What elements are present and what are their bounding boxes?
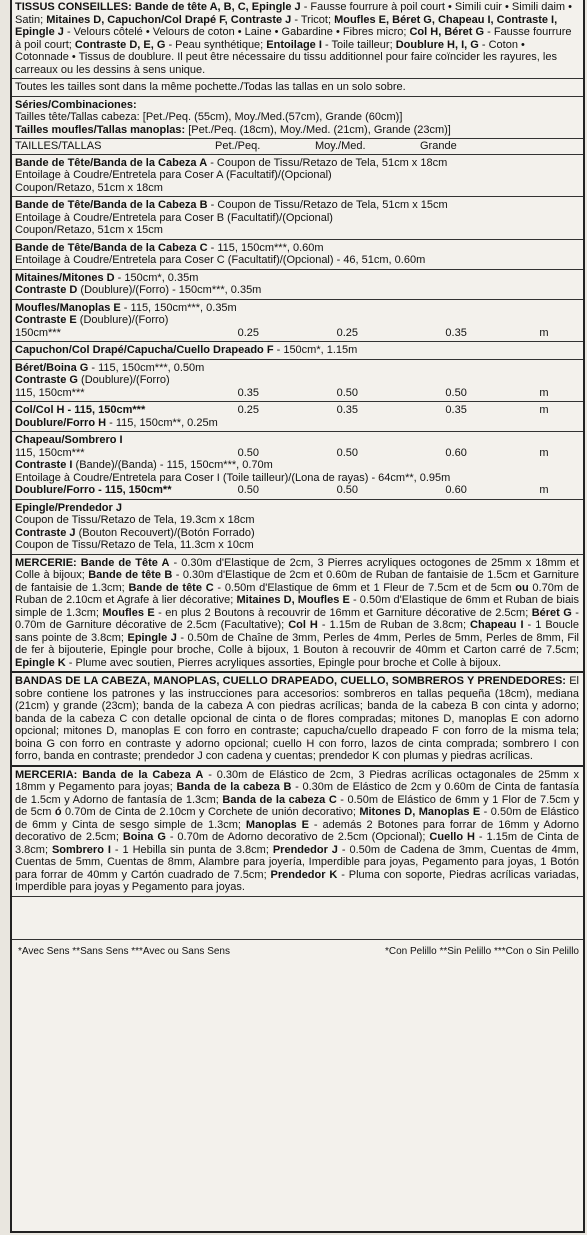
item-e (12, 300, 583, 343)
text-run: - Toile tailleur; (321, 38, 396, 51)
text-run: Col H, Béret G (409, 26, 485, 38)
item-c (12, 240, 583, 270)
item-f-title: Capuchon/Col Drapé/Capucha/Cuello Drapeado F (15, 344, 274, 356)
text-run: - 0.50m de Chaîne de 3mm, Perles de 4mm, Perles de 5mm, Perles de 8mm, Fil de fer à bijouterie, Epingle pour broche, Colle à bijoux, 1 Bouton à recouvrir de 40mm et Carton carré de 7.5cm; (15, 631, 579, 656)
text-run: - además 2 Botones para forrar de 16mm y Adorno decorativo de 2.5cm; (15, 818, 580, 843)
item-e-row-medium: 0.25 (336, 326, 358, 339)
item-h-row-small: 0.25 (237, 404, 260, 416)
item-e-rest: - 115, 150cm***, 0.35m (120, 301, 237, 314)
header-large: Grande (420, 140, 457, 152)
item-h (12, 402, 583, 432)
item-e-row-small: 0.25 (237, 326, 260, 339)
text-run: Mitaines D, Capuchon/Col Drapé F, Contraste J (46, 13, 292, 26)
item-i-row-unit: m (539, 446, 549, 459)
item-h-row-unit: m (539, 404, 549, 416)
text-run: Chapeau I (470, 619, 524, 631)
header-sizes: TAILLES/TALLAS (15, 140, 102, 152)
bandas-section (12, 673, 583, 767)
text-run: Banda de la cabeza B (176, 781, 292, 793)
text-run: - 0.50m de Elástico de 6mm y Cinta de sesgo simple de 1.3cm; (15, 806, 579, 831)
item-g-row-unit: m (539, 386, 549, 399)
item-g-contrast: Contraste G (15, 374, 78, 386)
item-a-line2: Entoilage à Coudre/Entretela para Coser A (Facultatif)/(Opcional) (15, 169, 332, 181)
text-run: - Fausse fourrure à poil court; (15, 26, 572, 51)
item-h-row-large: 0.35 (445, 404, 467, 416)
item-i-row-small: 0.50 (237, 446, 260, 459)
item-d-rest: - 150cm*, 0.35m (114, 271, 199, 284)
item-h-row (15, 404, 579, 417)
item-f-rest: - 150cm*, 1.15m (273, 344, 358, 356)
item-j-contrast: Contraste J (15, 526, 76, 539)
item-i-row2-medium: 0.50 (336, 484, 358, 496)
text-run: BANDAS DE LA CABEZA, MANOPLAS, CUELLO DRAPEADO, CUELLO, SOMBREROS Y PRENDEDORES: (15, 675, 566, 687)
text-run: - Pluma con soporte, Piedras acrílicas variadas, Imperdible para joyas y Pegamento para joyas. (15, 868, 579, 893)
item-e-row-unit: m (539, 326, 549, 339)
item-i-row2 (15, 484, 579, 497)
text-run: - Plume avec soutien, Pierres acryliques assorties, Epingle pour broche et Colle à bijoux. (65, 656, 502, 669)
text-run: - Velours côtelé • Velours de coton • Laine • Gabardine • Fibres micro; (63, 26, 410, 38)
header-medium: Moy./Med. (315, 140, 366, 152)
item-e-row (15, 327, 579, 340)
text-run: Cuello H (429, 831, 475, 843)
text-run: Boina G (122, 831, 166, 843)
item-d-title: Mitaines/Mitones D (15, 271, 115, 284)
text-run: 0.70m de Ruban de 2.10cm et Agrafe à lier décorative; (15, 581, 579, 606)
text-run: - 0.30m de Elástico de 2cm, 3 Piedras acrílicas octagonales de 25mm x 18mm y Pegamento para joyas; (15, 768, 580, 793)
text-run: - Fausse fourrure à poil court • Simili cuir • Simili daim • Satin; (15, 1, 573, 26)
item-d (12, 270, 583, 300)
footer-legend-fr: *Avec Sens **Sans Sens ***Avec ou Sans Sens (18, 945, 230, 957)
item-g (12, 360, 583, 403)
item-b (12, 197, 583, 240)
item-j (12, 500, 583, 555)
blank-area (12, 897, 583, 940)
item-d-contrast: Contraste D (15, 284, 78, 296)
text-run: - 1 Boucle sans pointe de 3.8cm; (15, 619, 579, 644)
item-g-row-label: 115, 150cm*** (15, 386, 85, 399)
text-run: - Peau synthétique; (165, 38, 267, 51)
text-run: Béret G (531, 606, 572, 619)
item-b-line3: Coupon/Retazo, 51cm x 15cm (15, 224, 163, 236)
text-run: Entoilage I (266, 38, 322, 51)
item-g-row-large: 0.50 (445, 386, 467, 399)
item-e-row-large: 0.35 (445, 326, 467, 339)
item-i-line4: Entoilage à Coudre/Entretela para Coser I (Toile tailleur)/(Lona de rayas) - 64cm**, 0.95m (15, 471, 451, 484)
text-run: Bande de tête B (88, 569, 173, 581)
text-run: Bande de tête A, B, C, Epingle J (134, 1, 301, 13)
text-run: - en plus 2 Boutons à recouvrir de 16mm et Garniture décorative de 2.5cm; (154, 606, 532, 619)
text-run: Doublure H, I, G (395, 38, 479, 51)
series-line2-label: Tailles moufles/Tallas manoplas: (15, 123, 186, 136)
text-run: Contraste D, E, G (74, 38, 166, 51)
series-line1-value: [Pet./Peq. (55cm), Moy./Med.(57cm), Grande (60cm)] (139, 111, 403, 123)
item-g-row-medium: 0.50 (336, 386, 358, 399)
tissus-label: TISSUS CONSEILLES: (15, 1, 132, 13)
footer-legend-es: *Con Pelillo **Sin Pelillo ***Con o Sin Pelillo (385, 945, 579, 957)
header-small: Pet./Peq. (215, 140, 261, 152)
text-run: Mitaines D, Moufles E (236, 594, 350, 606)
text-run: Mitones D, Manoplas E (359, 806, 481, 818)
text-run: - 0.70m de Adorno decorativo de 2.5cm (Opcional); (165, 831, 430, 843)
item-i-line3: (Bande)/(Banda) - 115, 150cm***, 0.70m (72, 459, 273, 471)
text-run: - 1.15m de Ruban de 3.8cm; (317, 619, 471, 631)
item-h-line2: - 115, 150cm**, 0.25m (106, 416, 218, 429)
item-b-rest: - Coupon de Tissu/Retazo de Tela, 51cm x 15cm (207, 199, 448, 211)
text-run: - 1 Hebilla sin punta de 3.8cm; (110, 843, 273, 856)
text-run: - 0.50m de Cadena de 3mm, Cuentas de 4mm, Cuentas de 5mm, Cuentas de 8mm, Alambre para joyería, Imperdible para joyas, Pegamento para joyas, 1 Botón para forrar de 40mm y Cartón cuadrado de 7.5cm; (15, 843, 579, 881)
item-e-row-label: 150cm*** (15, 326, 61, 339)
item-i-row2-large: 0.60 (445, 484, 467, 496)
item-i-row-medium: 0.50 (336, 446, 358, 459)
series-line1-label: Tailles tête/Tallas cabeza: (15, 111, 140, 123)
text-run: Moufles E, Béret G, Chapeau I, Contraste I, Epingle J (15, 13, 558, 38)
item-j-title: Epingle/Prendedor J (15, 501, 122, 514)
item-g-rest: - 115, 150cm***, 0.50m (88, 361, 205, 374)
text-run: Epingle J (127, 631, 177, 644)
item-e-title: Moufles/Manoplas E (15, 301, 121, 314)
item-b-title: Bande de Tête/Banda de la Cabeza B (15, 199, 208, 211)
item-f (12, 342, 583, 360)
text-run: Manoplas E (245, 818, 309, 831)
merceria-section (12, 767, 583, 897)
item-i-row2-unit: m (539, 484, 549, 496)
text-run: - 0.50m d'Elastique de 6mm et 1 Fleur de 7.5cm et de 5cm (213, 581, 516, 594)
item-a (12, 155, 583, 198)
item-i-row2-small: 0.50 (237, 484, 260, 496)
item-c-title: Bande de Tête/Banda de la Cabeza C (15, 241, 208, 254)
text-run: Banda de la cabeza C (222, 793, 337, 806)
series-title: Séries/Combinaciones: (15, 98, 137, 111)
item-g-title: Béret/Boina G (15, 361, 89, 374)
item-j-line4: Coupon de Tissu/Retazo de Tela, 11.3cm x 10cm (15, 539, 254, 551)
text-run: Bande de tête C (128, 581, 214, 594)
item-h-row-medium: 0.35 (336, 404, 358, 416)
text-run: - Coton • Cotonnade • Tissus de doublure. Il peut être nécessaire du tissu additionnel pour faire coïncider les rayures, les carreaux ou les dessins à sens unique. (15, 38, 557, 76)
footer (12, 940, 583, 961)
text-run: El sobre contiene los patrones y las instrucciones para accesorios: sombreros en tallas pequeña (18cm), mediana (21cm) y grande (23cm); banda de la cabeza A con piedras acrílicas; banda de la cabeza B con cinta y adorno; banda de la cabeza C con detalle opcional de cinta o de flores compradas; mitones D, manoplas E con adorno opcional; mitones D, manoplas E con forro en contraste; capucha/cuello drapeado F con forro de la misma tela; boina G con forro en contraste y adorno opcional; cuello H con forro, lazos de cinta comprada; sombrero I con forro, banda en contraste; prendedor J con cadena y cuentas; prendedor K con plumas y piedras acrílicas. (15, 675, 579, 762)
item-e-contrast: Contraste E (15, 314, 77, 326)
item-i-title: Chapeau/Sombrero I (15, 434, 123, 446)
text-run: Prendedor J (272, 843, 338, 856)
text-run: MERCERIA: Banda de la Cabeza A (15, 768, 204, 781)
item-j-line3: (Bouton Recouvert)/(Botón Forrado) (75, 526, 255, 539)
item-a-line3: Coupon/Retazo, 51cm x 18cm (15, 181, 163, 194)
series-section (12, 97, 583, 140)
mercerie-section (12, 555, 583, 674)
text-run: 0.70m de Cinta de 2.10cm y Corchete de unión decorativo; (61, 806, 360, 818)
series-line2-value: [Pet./Peq. (18cm), Moy./Med. (21cm), Grande (23cm)] (185, 123, 451, 136)
item-g-row (15, 387, 579, 400)
item-i-row2-label: Doublure/Forro - 115, 150cm** (15, 484, 172, 496)
text-run: MERCERIE: Bande de Tête A (15, 556, 170, 569)
item-i-row-large: 0.60 (445, 446, 467, 459)
text-run: - 0.70m de Garniture décorative de 2.5cm (Facultative); (15, 606, 579, 631)
item-g-line2: (Doublure)/(Forro) (77, 374, 170, 386)
item-i-row (15, 447, 579, 460)
text-run: ó (54, 806, 62, 818)
item-j-line2: Coupon de Tissu/Retazo de Tela, 19.3cm x 18cm (15, 514, 255, 526)
text-run: Epingle K (15, 656, 66, 669)
item-i (12, 432, 583, 500)
table-header (12, 139, 583, 155)
text-run: Prendedor K (270, 868, 338, 881)
text-run: - 1.15m de Cinta de 3.8cm; (15, 831, 580, 856)
item-a-title: Bande de Tête/Banda de la Cabeza A (15, 156, 208, 169)
tissus-section (12, 0, 583, 79)
item-c-rest: - 115, 150cm***, 0.60m (207, 241, 324, 254)
text-run: - 0.50m de Elástico de 6mm y 1 Flor de 7.5cm y de 5cm (15, 793, 579, 818)
item-h-lining: Doublure/Forro H (15, 416, 107, 429)
pochette-note: Toutes les tailles sont dans la même pochette./Todas las tallas en un solo sobre. (12, 79, 583, 97)
item-d-line2: (Doublure)/(Forro) - 150cm***, 0.35m (77, 284, 262, 296)
text-run: - Tricot; (291, 13, 335, 26)
text-run: Col H (288, 619, 318, 631)
text-run: - 0.30m d'Elastique de 2cm, 3 Pierres acryliques octogones de 25mm x 18mm et Colle à bijoux; (15, 556, 579, 581)
text-run: Sombrero I (51, 843, 111, 856)
text-run: - 0.30m de Elástico de 2cm y 0.60m de Cinta de fantasía de 1.5cm y Adorno de fantasía de 1.3cm; (15, 781, 579, 806)
text-run: Moufles E (102, 606, 155, 619)
item-i-row-label: 115, 150cm*** (15, 446, 85, 459)
item-g-row-small: 0.35 (237, 386, 260, 399)
text-run: - 0.30m d'Elastique de 2cm et 0.60m de Ruban de fantaisie de 1.5cm et Garniture de fantaisie de 1.3cm; (15, 569, 579, 594)
item-a-rest: - Coupon de Tissu/Retazo de Tela, 51cm x 18cm (207, 156, 448, 169)
item-i-contrast: Contraste I (15, 459, 73, 471)
item-h-row-label: Col/Col H - 115, 150cm*** (15, 404, 146, 416)
pattern-sheet (10, 0, 585, 1233)
text-run: - 0.50m d'Elastique de 6mm et Ruban de biais simple de 1.3cm; (15, 594, 580, 619)
item-b-line2: Entoilage à Coudre/Entretela para Coser B (Facultatif)/(Opcional) (15, 211, 333, 224)
item-c-line2: Entoilage à Coudre/Entretela para Coser C (Facultatif)/(Opcional) - 46, 51cm, 0.60m (15, 254, 426, 266)
text-run: ou (515, 581, 529, 594)
item-e-line2: (Doublure)/(Forro) (76, 314, 169, 326)
